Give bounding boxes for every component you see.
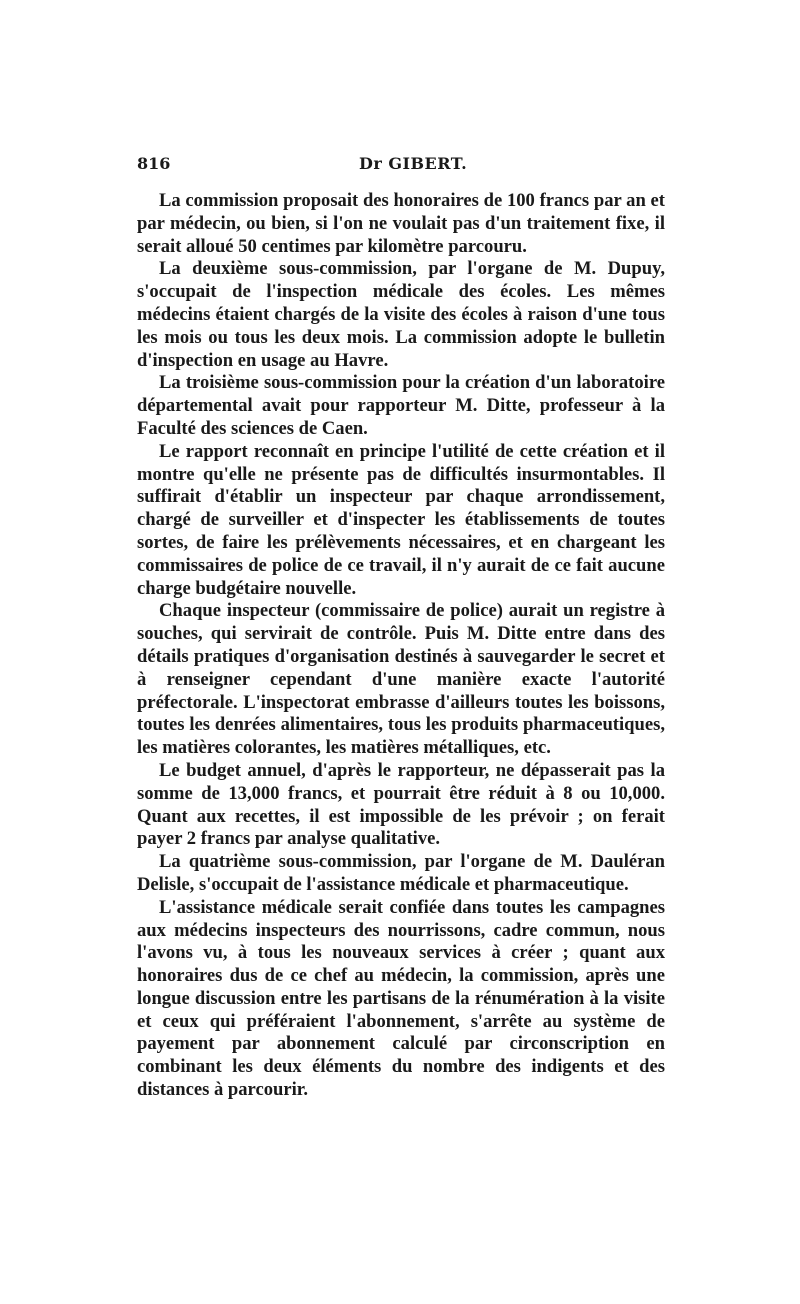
paragraph-quatrieme-sous-commission: La quatrième sous-commission, par l'organe de M. Dauléran Delisle, s'occupait de l'assistance médicale et pharmaceutique.	[137, 851, 665, 895]
running-title: Dr GIBERT.	[359, 154, 468, 173]
page-number: 816	[137, 154, 171, 173]
paragraph-budget: Le budget annuel, d'après le rapporteur, ne dépasserait pas la somme de 13,000 francs, et pourrait être réduit à 8 ou 10,000. Quant aux recettes, il est impossible de les prévoir ; on ferait payer 2 francs par analyse qualitative.	[137, 759, 665, 850]
paragraph-commission-honoraires: La commission proposait des honoraires de 100 francs par an et par médecin, ou bien, si l'on ne voulait pas d'un traitement fixe, il serait alloué 50 centimes par kilomètre parcouru.	[137, 190, 665, 257]
paragraph-deuxieme-sous-commission: La deuxième sous-commission, par l'organe de M. Dupuy, s'occupait de l'inspection médicale des écoles. Les mêmes médecins étaient chargés de la visite des écoles à raison d'une tous les mois ou tous les deux mois. La commission adopte le bulletin d'inspection en usage au Havre.	[137, 258, 665, 371]
paragraph-troisieme-sous-commission: La troisième sous-commission pour la création d'un laboratoire départemental avait pour rapporteur M. Ditte, professeur à la Faculté des sciences de Caen.	[137, 372, 665, 439]
body-text	[137, 190, 665, 1102]
paragraph-rapport: Le rapport reconnaît en principe l'utilité de cette création et il montre qu'elle ne présente pas de difficultés insurmontables. Il suffirait d'établir un inspecteur par chaque arrondissement, chargé de surveiller et d'inspecter les établissements de toutes sortes, de faire les prélèvements nécessaires, et en chargeant les commissaires de police de ce travail, il n'y aurait de ce fait aucune charge budgétaire nouvelle.	[137, 440, 665, 599]
running-head	[137, 154, 665, 178]
paragraph-assistance-medicale: L'assistance médicale serait confiée dans toutes les campagnes aux médecins inspecteurs des nourrissons, cadre commun, nous l'avons vu, à tous les nouveaux services à créer ; quant aux honoraires dus de ce chef au médecin, la commission, après une longue discussion entre les partisans de la rénumération à la visite et ceux qui préféraient l'abonnement, s'arrête au système de payement par abonnement calculé par circonscription en combinant les deux éléments du nombre des indigents et des distances à parcourir.	[137, 896, 665, 1101]
paragraph-inspecteur: Chaque inspecteur (commissaire de police) aurait un registre à souches, qui servirait de contrôle. Puis M. Ditte entre dans des détails pratiques d'organisation destinés à sauvegarder le secret et à renseigner cependant d'une manière exacte l'autorité préfectorale. L'inspectorat embrasse d'ailleurs toutes les boissons, toutes les denrées alimentaires, tous les produits pharmaceutiques, les matières colorantes, les matières métalliques, etc.	[137, 600, 665, 759]
